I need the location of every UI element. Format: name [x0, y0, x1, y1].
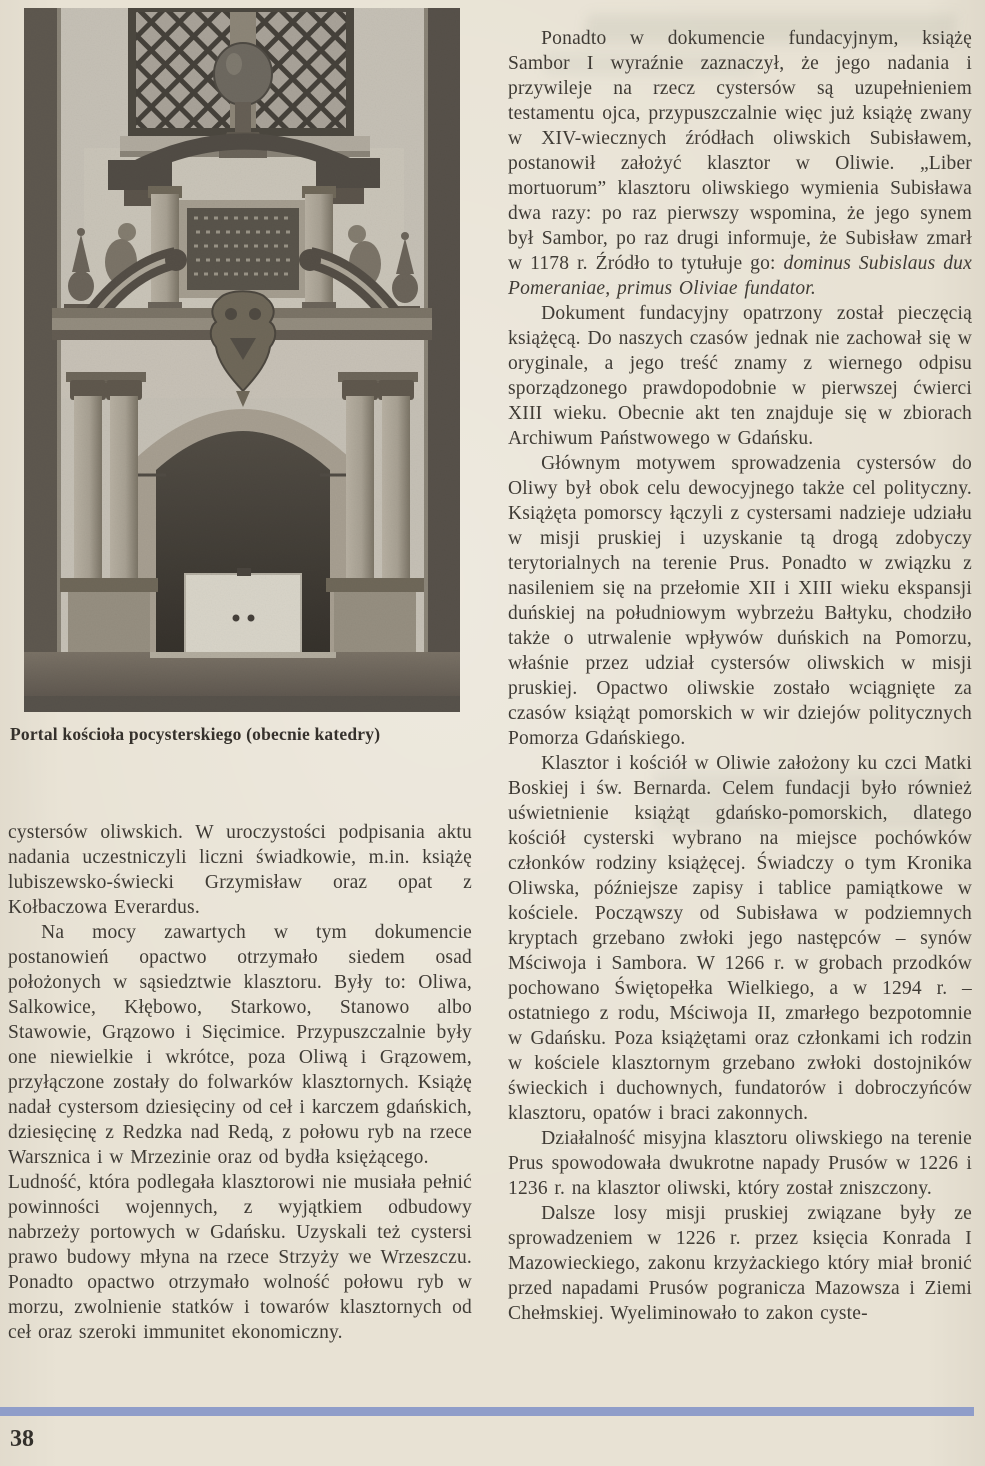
portal-photo-figure [24, 8, 460, 712]
portal-photo [24, 8, 460, 712]
paragraph: Dokument fundacyjny opatrzony został pieczęcią książęcą. Do naszych czasów jednak nie zachował się w oryginale, a jego treść znamy z wiernego odpisu sporządzonego prawdopodobnie w pierwszej ćwierci XIII wieku. Obecnie akt ten znajduje się w zbiorach Archiwum Państwowego w Gdańsku. [508, 303, 972, 449]
footer-rule [0, 1407, 974, 1416]
paragraph: Głównym motywem sprowadzenia cystersów do Oliwy był obok celu dewocyjnego także cel polityczny. Książęta pomorscy łączyli z cystersami nadzieje udziału w misji pruskiej i uzyskanie tą drogą zdobyczy terytorialnych na terenie Prus. Ponadto w związku z nasileniem się na przełomie XII i XIII wieku ekspansji duńskiej na południowym wybrzeżu Bałtyku, chodziło także o utrwalenie wpływów duńskich na Pomorzu, właśnie przez udział cystersów oliwskich w misji pruskiej. Opactwo oliwskie zostało wciągnięte za czasów książąt pomorskich w wir dziejów politycznych Pomorza Gdańskiego. [508, 453, 972, 749]
paragraph-text: Ponadto w dokumencie fundacyjnym, książę Sambor I wyraźnie zaznaczył, że jego nadania i przywileje na rzecz cystersów są uzupełnieniem testamentu ojca, przypuszczalnie więc już książę zwany w XIV-wiecznych źródłach oliwskich Subisławem, postanowił założyć klasztor w Oliwie. „Liber mortuorum” klasztoru oliwskiego wymienia Subisława dwa razy: po raz pierwszy wspomina, że jego synem był Sambor, po raz drugi informuje, że Subisław zmarł w 1178 r. Źródło to tytułuje go: [508, 28, 972, 274]
left-column [8, 820, 472, 1345]
paragraph: Na mocy zawartych w tym dokumencie postanowień opactwo otrzymało siedem osad położonych w sąsiedztwie klasztoru. Były to: Oliwa, Salkowice, Kłębowo, Starkowo, Stanowo albo Stawowie, Grązowo i Sięcimice. Przypuszczalnie były one niewielkie i wkrótce, poza Oliwą i Grązowem, przyłączone zostały do folwarków klasztornych. Książę nadał cystersom dziesięciny od ceł i karczem gdańskich, dziesięcinę z Redzka nad Redą, z połowu ryb na rzece Warsznica i w Mrzezinie oraz od bydła księżącego. [8, 922, 472, 1168]
latin-citation: dominus Subislaus dux Pomeraniae, primus Oliviae fundator. [508, 253, 972, 299]
paragraph: cystersów oliwskich. W uroczystości podpisania aktu nadania uczestniczyli liczni świadkowie, m.in. książę lubiszewsko-świecki Grzymisław oraz opat z Kołbaczowa Everardus. [8, 822, 472, 918]
photo-caption: Portal kościoła pocysterskiego (obecnie katedry) [10, 724, 381, 744]
paragraph: Klasztor i kościół w Oliwie założony ku czci Matki Boskiej i św. Bernarda. Celem fundacji było również uświetnienie książąt gdańsko-pomorskich, dlatego kościół cysterski wybrano na miejsce pochówków członków rodziny książęcej. Świadczy o tym Kronika Oliwska, późniejsze zapisy i tablice pamiątkowe w kościele. Począwszy od Subisława w podziemnych kryptach grzebano zwłoki jego następców – synów Mściwoja i Sambora. W 1266 r. w grobach przodków pochowano Świętopełka Wielkiego, a w 1294 r. – ostatniego z rodu, Mściwoja II, zmarłego bezpotomnie w Gdańsku. Poza książętami oraz członkami ich rodzin w kościele klasztornym grzebano zwłoki dostojników świeckich i duchownych, fundatorów i dobroczyńców klasztoru, opatów i braci zakonnych. [508, 753, 972, 1124]
halftone-grain [24, 8, 460, 712]
paragraph: Ludność, która podlegała klasztorowi nie musiała pełnić powinności wojennych, z wyjątkiem odbudowy nabrzeży portowych w Gdańsku. Uzyskali też cystersi prawo budowy młyna na rzece Strzyży we Wrzeszczu. Ponadto opactwo otrzymało wolność połowu ryb w morzu, zwolnienie statków i towarów klasztornych od ceł oraz szeroki immunitet ekonomiczny. [8, 1172, 472, 1343]
paragraph: Dalsze losy misji pruskiej związane były ze sprowadzeniem w 1226 r. przez księcia Konrada I Mazowieckiego, zakonu krzyżackiego który miał bronić przed napadami Prusów pogranicza Mazowsza i Ziemi Chełmskiej. Wyeliminowało to zakon cyste- [508, 1203, 972, 1324]
right-column [508, 26, 972, 1326]
paragraph [508, 26, 972, 301]
page-number: 38 [10, 1426, 34, 1452]
paragraph: Działalność misyjna klasztoru oliwskiego na terenie Prus spowodowała dwukrotne napady Prusów w 1226 i 1236 r. na klasztor oliwski, który został zniszczony. [508, 1128, 972, 1199]
